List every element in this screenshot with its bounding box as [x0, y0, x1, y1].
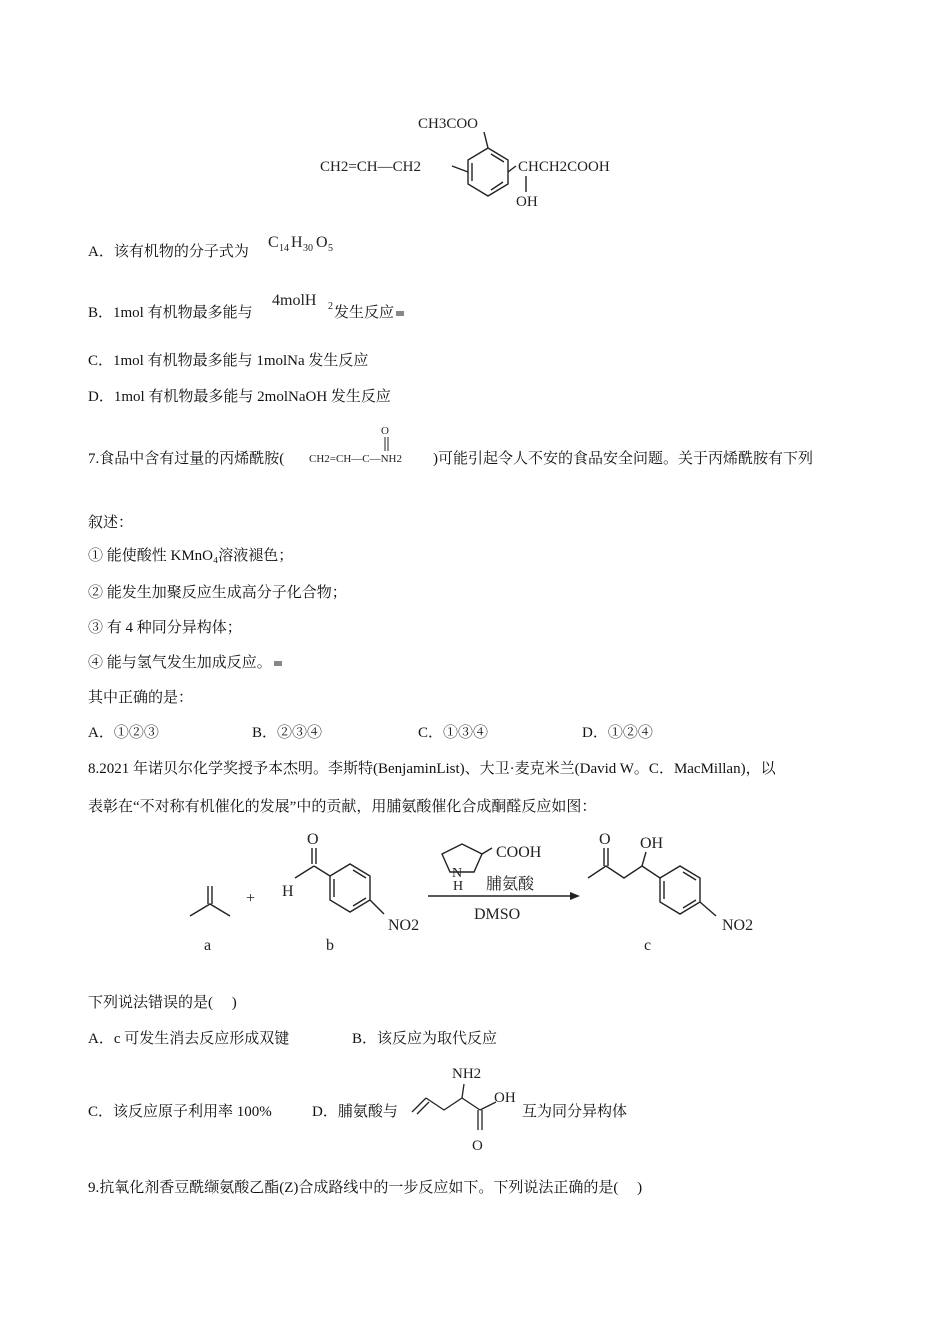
- q7-item-2: ② 能发生加聚反应生成高分子化合物；: [88, 585, 347, 601]
- svg-text:NO2: NO2: [388, 917, 420, 934]
- svg-text:O: O: [472, 1138, 483, 1154]
- q8-option-b: B．该反应为取代反应: [352, 1031, 498, 1047]
- svg-text:O: O: [599, 831, 611, 848]
- q8-reaction-scheme: [170, 826, 780, 956]
- small-mark-icon: [396, 311, 404, 316]
- q6-struct-top: CH3COO: [418, 116, 479, 132]
- svg-text:NO2: NO2: [722, 917, 754, 934]
- svg-text:b: b: [326, 937, 334, 954]
- q8-stem-line1: 8.2021 年诺贝尔化学奖授予本杰明。李斯特(BenjaminList)、大卫·麦克米兰(David W。C．MacMillan)，以: [88, 761, 776, 777]
- svg-text:30: 30: [303, 243, 313, 254]
- q7-item-3: ③ 有 4 种同分异构体；: [88, 620, 242, 636]
- svg-text:脯氨酸: 脯氨酸: [486, 876, 535, 893]
- q7-option-b: B．②③④: [252, 725, 323, 741]
- svg-text:14: 14: [279, 243, 289, 254]
- q6-option-d: D．1mol 有机物最多能与 2molNaOH 发生反应: [88, 389, 391, 405]
- svg-text:DMSO: DMSO: [474, 906, 521, 923]
- q7-ask: 其中正确的是：: [88, 690, 194, 706]
- q8-option-c: C．该反应原子利用率 100%: [88, 1104, 272, 1120]
- q6-struct-bottom: OH: [516, 194, 538, 210]
- svg-text:H: H: [282, 883, 294, 900]
- svg-text:5: 5: [328, 243, 333, 254]
- q6-option-a: [88, 242, 249, 262]
- q8-ask: 下列说法错误的是( ): [88, 995, 237, 1011]
- svg-text:a: a: [204, 937, 212, 954]
- q9-stem: 9.抗氧化剂香豆酰缬氨酸乙酯(Z)合成路线中的一步反应如下。下列说法正确的是( ): [88, 1180, 643, 1196]
- svg-text:OH: OH: [640, 835, 664, 852]
- q6-structure-diagram: [300, 108, 640, 216]
- q8-option-d-suffix: 互为同分异构体: [522, 1104, 628, 1120]
- q8-option-d-prefix: D．脯氨酸与: [312, 1104, 398, 1120]
- svg-text:OH: OH: [494, 1090, 516, 1106]
- q6-struct-right: CHCH2COOH: [518, 159, 610, 175]
- q6-struct-left: CH2=CH—CH2: [320, 159, 421, 175]
- svg-text:H: H: [291, 234, 303, 251]
- q6-option-c: C．1mol 有机物最多能与 1molNa 发生反应: [88, 353, 369, 369]
- q6-option-b-prefix: B．1mol 有机物最多能与: [88, 305, 253, 321]
- svg-text:4molH: 4molH: [272, 292, 317, 309]
- q6-option-a-formula: [266, 230, 346, 256]
- svg-text:+: +: [246, 890, 256, 907]
- q8-stem-line2: 表彰在“不对称有机催化的发展”中的贡献，用脯氨酸催化合成酮醛反应如图：: [88, 799, 597, 815]
- svg-text:N: N: [452, 866, 463, 881]
- q7-stem-prefix: 7.食品中含有过量的丙烯酰胺(: [88, 451, 285, 467]
- q7-stem-suffix: )可能引起令人不安的食品安全问题。关于丙烯酰胺有下列: [433, 451, 813, 467]
- q7-option-c: C．①③④: [418, 725, 489, 741]
- q7-option-d: D．①②④: [582, 725, 653, 741]
- svg-text:O: O: [316, 234, 328, 251]
- small-mark-icon: [274, 661, 282, 666]
- svg-text:CH2=CH—C—NH2: CH2=CH—C—NH2: [309, 453, 402, 465]
- q8-option-a: A．c 可发生消去反应形成双键: [88, 1031, 290, 1047]
- q7-stem-line2: 叙述：: [88, 515, 134, 531]
- q7-option-a: A．①②③: [88, 725, 159, 741]
- svg-text:O: O: [381, 425, 389, 437]
- q6-option-b-suffix: 发生反应: [334, 303, 404, 323]
- svg-text:H: H: [453, 879, 464, 894]
- svg-text:2: 2: [328, 301, 333, 312]
- svg-text:C: C: [268, 234, 279, 251]
- q7-item-4: ④ 能与氢气发生加成反应。: [88, 653, 282, 673]
- q7-item-1: ① 能使酸性 KMnO₄溶液褪色；: [88, 548, 294, 564]
- q8-option-d-structure: [408, 1060, 523, 1158]
- q6-option-a-text: A．该有机物的分子式为: [88, 244, 249, 260]
- q7-acrylamide-structure: [305, 420, 435, 468]
- q6-option-b-formula: [270, 289, 338, 313]
- svg-text:O: O: [307, 831, 319, 848]
- svg-text:NH2: NH2: [452, 1066, 482, 1082]
- svg-text:c: c: [644, 937, 652, 954]
- svg-text:COOH: COOH: [496, 844, 542, 861]
